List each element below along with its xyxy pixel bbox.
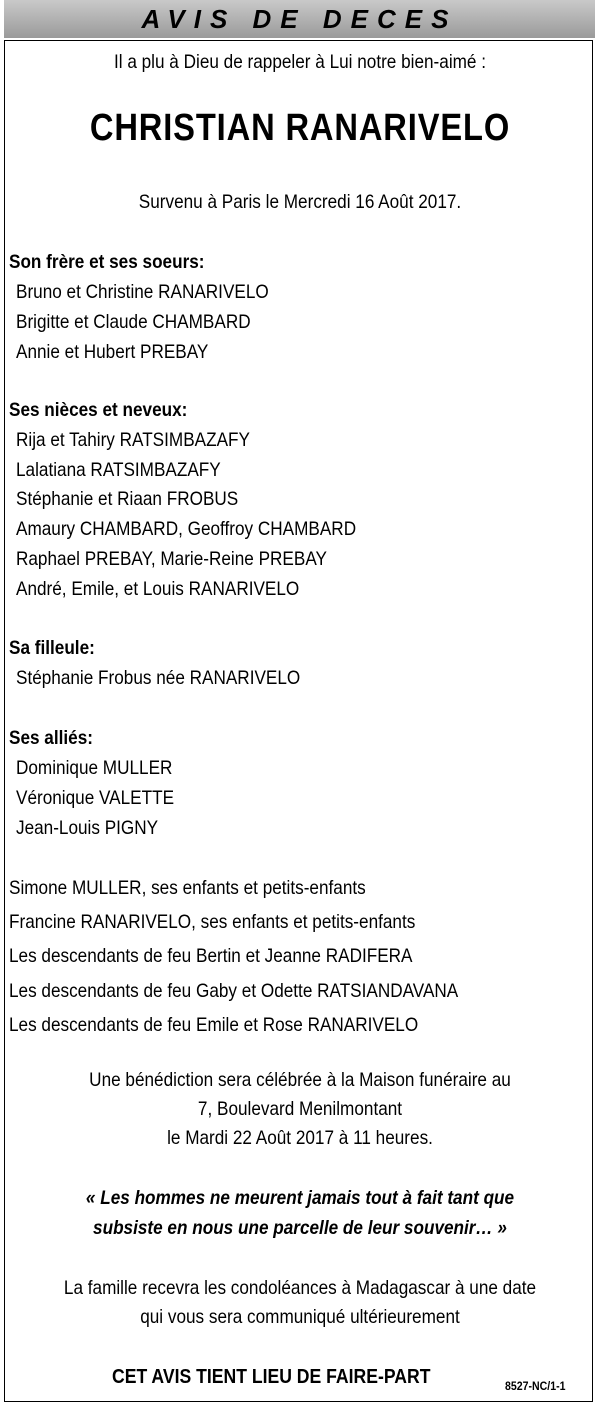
intro-text: Il a plu à Dieu de rappeler à Lui notre bien-aimé : (113, 51, 487, 73)
list-item: Dominique MULLER (16, 757, 173, 779)
footer-text: CET AVIS TIENT LIEU DE FAIRE-PART (112, 1366, 431, 1388)
quote-line: subsiste en nous une parcelle de leur souvenir… » (93, 1217, 507, 1239)
condolences-line: qui vous sera communiqué ultérieurement (140, 1306, 460, 1328)
family-line: Francine RANARIVELO, ses enfants et petits-enfants (9, 911, 416, 933)
quote-line: « Les hommes ne meurent jamais tout à fait tant que (85, 1187, 515, 1209)
list-item: Rija et Tahiry RATSIMBAZAFY (16, 429, 250, 451)
list-item: Stéphanie et Riaan FROBUS (16, 488, 239, 510)
ceremony-line: le Mardi 22 Août 2017 à 11 heures. (167, 1127, 433, 1149)
family-line: Les descendants de feu Gaby et Odette RATSIANDAVANA (9, 980, 459, 1002)
notice-header (4, 0, 595, 38)
list-item: Bruno et Christine RANARIVELO (16, 281, 269, 303)
ceremony-line: Une bénédiction sera célébrée à la Maison funéraire au (89, 1069, 511, 1091)
list-item: Stéphanie Frobus née RANARIVELO (16, 667, 301, 689)
family-line: Les descendants de feu Bertin et Jeanne RADIFERA (9, 945, 413, 967)
condolences-line: La famille recevra les condoléances à Madagascar à une date (63, 1277, 537, 1299)
list-item: Amaury CHAMBARD, Geoffroy CHAMBARD (16, 518, 357, 540)
list-item: Lalatiana RATSIMBAZAFY (16, 459, 221, 481)
list-item: André, Emile, et Louis RANARIVELO (16, 578, 300, 600)
family-line: Simone MULLER, ses enfants et petits-enfants (9, 877, 366, 899)
deceased-name: CHRISTIAN RANARIVELO (89, 107, 511, 149)
list-item: Brigitte et Claude CHAMBARD (16, 311, 251, 333)
ceremony-line: 7, Boulevard Menilmontant (197, 1098, 403, 1120)
notice-title: AVIS DE DECES (141, 4, 458, 34)
section-heading-nieces-nephews: Ses nièces et neveux: (9, 399, 188, 421)
section-heading-siblings: Son frère et ses soeurs: (9, 251, 205, 273)
list-item: Annie et Hubert PREBAY (16, 341, 209, 363)
death-info: Survenu à Paris le Mercredi 16 Août 2017. (138, 191, 462, 213)
list-item: Jean-Louis PIGNY (16, 817, 159, 839)
list-item: Véronique VALETTE (16, 787, 175, 809)
family-line: Les descendants de feu Emile et Rose RANARIVELO (9, 1014, 419, 1036)
section-heading-in-laws: Ses alliés: (9, 727, 93, 749)
list-item: Raphael PREBAY, Marie-Reine PREBAY (16, 548, 327, 570)
reference-code: 8527-NC/1-1 (505, 1379, 566, 1393)
section-heading-goddaughter: Sa filleule: (9, 637, 95, 659)
